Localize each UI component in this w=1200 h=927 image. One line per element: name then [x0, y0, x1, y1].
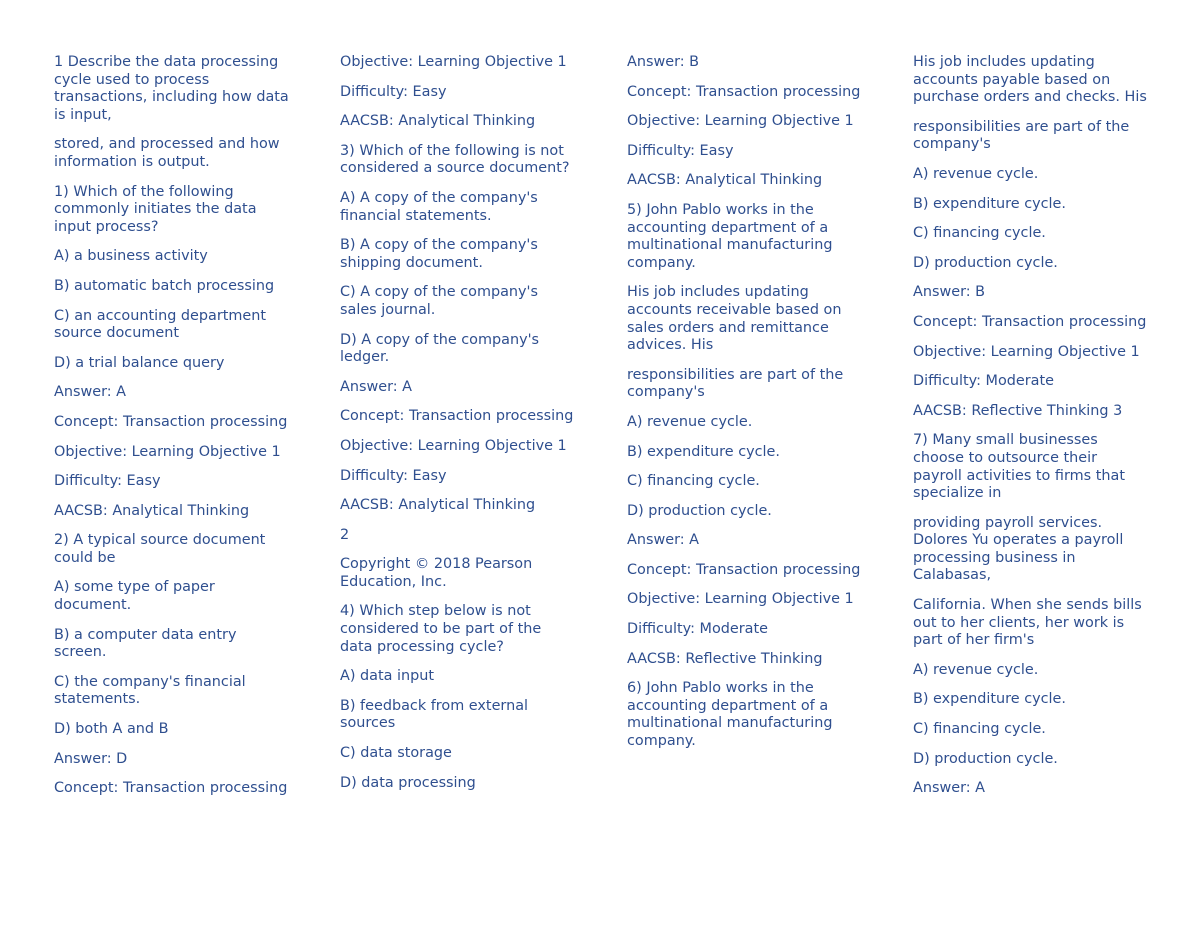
aacsb: AACSB: Analytical Thinking: [54, 502, 250, 519]
option: D) production cycle.: [913, 750, 1058, 767]
text-column-4: [913, 54, 1149, 810]
question-6: 6) John Pablo works in the accounting department of a multinational manufacturing company.: [627, 680, 833, 750]
answer: Answer: D: [54, 750, 128, 767]
option: A) revenue cycle.: [913, 661, 1039, 678]
difficulty: Difficulty: Easy: [340, 467, 447, 484]
concept: Concept: Transaction processing: [54, 780, 288, 797]
option: B) expenditure cycle.: [913, 195, 1066, 212]
answer: Answer: B: [913, 284, 986, 301]
objective: Objective: Learning Objective 1: [627, 113, 854, 130]
option: C) data storage: [340, 745, 452, 762]
text-column-1: [54, 54, 290, 810]
page-number: 2: [340, 526, 350, 543]
option: B) automatic batch processing: [54, 277, 275, 294]
concept: Concept: Transaction processing: [627, 561, 861, 578]
option: A) a business activity: [54, 248, 208, 265]
option: B) a computer data entry screen.: [54, 626, 237, 661]
objective: Objective: Learning Objective 1: [913, 343, 1140, 360]
difficulty: Difficulty: Easy: [340, 83, 447, 100]
text-column-3: [627, 54, 863, 763]
option: A) revenue cycle.: [627, 413, 753, 430]
objective: Objective: Learning Objective 1: [627, 591, 854, 608]
question-6-continued: responsibilities are part of the company's: [913, 118, 1130, 153]
aacsb: AACSB: Analytical Thinking: [340, 497, 536, 514]
option: A) A copy of the company's financial statements.: [340, 189, 538, 224]
question-1: 1) Which of the following commonly initiates the data input process?: [54, 183, 257, 235]
option: B) expenditure cycle.: [627, 443, 780, 460]
option: C) an accounting department source document: [54, 307, 267, 342]
concept: Concept: Transaction processing: [913, 313, 1147, 330]
option: D) data processing: [340, 774, 476, 791]
text-column-2: [340, 54, 576, 804]
difficulty: Difficulty: Easy: [627, 142, 734, 159]
option: A) data input: [340, 668, 435, 685]
aacsb: AACSB: Reflective Thinking 3: [913, 402, 1123, 419]
objective: Objective: Learning Objective 1: [54, 443, 281, 460]
answer: Answer: B: [627, 54, 700, 70]
objective: Objective: Learning Objective 1: [340, 437, 567, 454]
question-5-continued: responsibilities are part of the company's: [627, 366, 844, 401]
question-5-continued: His job includes updating accounts receivable based on sales orders and remittance advices. His: [627, 284, 842, 354]
objective: Objective: Learning Objective 1: [340, 54, 567, 70]
question-2: 2) A typical source document could be: [54, 532, 266, 566]
option: D) production cycle.: [913, 254, 1058, 271]
option: A) some type of paper document.: [54, 579, 215, 614]
aacsb: AACSB: Analytical Thinking: [627, 172, 823, 189]
difficulty: Difficulty: Easy: [54, 473, 161, 490]
option: B) expenditure cycle.: [913, 691, 1066, 708]
option: C) financing cycle.: [913, 225, 1046, 242]
question-7: 7) Many small businesses choose to outsource their payroll activities to firms that specialize in: [913, 432, 1125, 502]
answer: Answer: A: [627, 532, 700, 549]
option: D) a trial balance query: [54, 354, 225, 371]
question-7-continued: California. When she sends bills out to her clients, her work is part of her firm's: [913, 597, 1142, 649]
option: B) A copy of the company's shipping document.: [340, 237, 538, 271]
difficulty: Difficulty: Moderate: [913, 373, 1054, 390]
answer: Answer: A: [340, 378, 413, 395]
option: D) production cycle.: [627, 502, 772, 519]
option: D) A copy of the company's ledger.: [340, 331, 540, 366]
question-5: 5) John Pablo works in the accounting department of a multinational manufacturing company.: [627, 201, 833, 271]
difficulty: Difficulty: Moderate: [627, 621, 768, 638]
option: C) A copy of the company's sales journal.: [340, 284, 539, 318]
concept: Concept: Transaction processing: [54, 413, 288, 430]
option: C) financing cycle.: [913, 721, 1046, 738]
option: D) both A and B: [54, 721, 169, 738]
aacsb: AACSB: Reflective Thinking: [627, 650, 823, 667]
answer: Answer: A: [913, 780, 986, 797]
option: B) feedback from external sources: [340, 697, 529, 732]
concept: Concept: Transaction processing: [627, 83, 861, 100]
copyright: Copyright © 2018 Pearson Education, Inc.: [340, 556, 533, 590]
question-3: 3) Which of the following is not considered a source document?: [340, 142, 570, 177]
question-7-continued: providing payroll services. Dolores Yu operates a payroll processing business in Calabasas,: [913, 514, 1124, 584]
option: A) revenue cycle.: [913, 165, 1039, 182]
aacsb: AACSB: Analytical Thinking: [340, 113, 536, 130]
option: C) financing cycle.: [627, 473, 760, 490]
section-heading-continued: stored, and processed and how information is output.: [54, 136, 280, 170]
concept: Concept: Transaction processing: [340, 408, 574, 425]
option: C) the company's financial statements.: [54, 673, 246, 708]
question-6-continued: His job includes updating accounts payable based on purchase orders and checks. His: [913, 54, 1147, 106]
section-heading: 1 Describe the data processing cycle used to process transactions, including how data is input,: [54, 54, 289, 123]
answer: Answer: A: [54, 384, 127, 401]
question-4: 4) Which step below is not considered to be part of the data processing cycle?: [340, 603, 542, 655]
